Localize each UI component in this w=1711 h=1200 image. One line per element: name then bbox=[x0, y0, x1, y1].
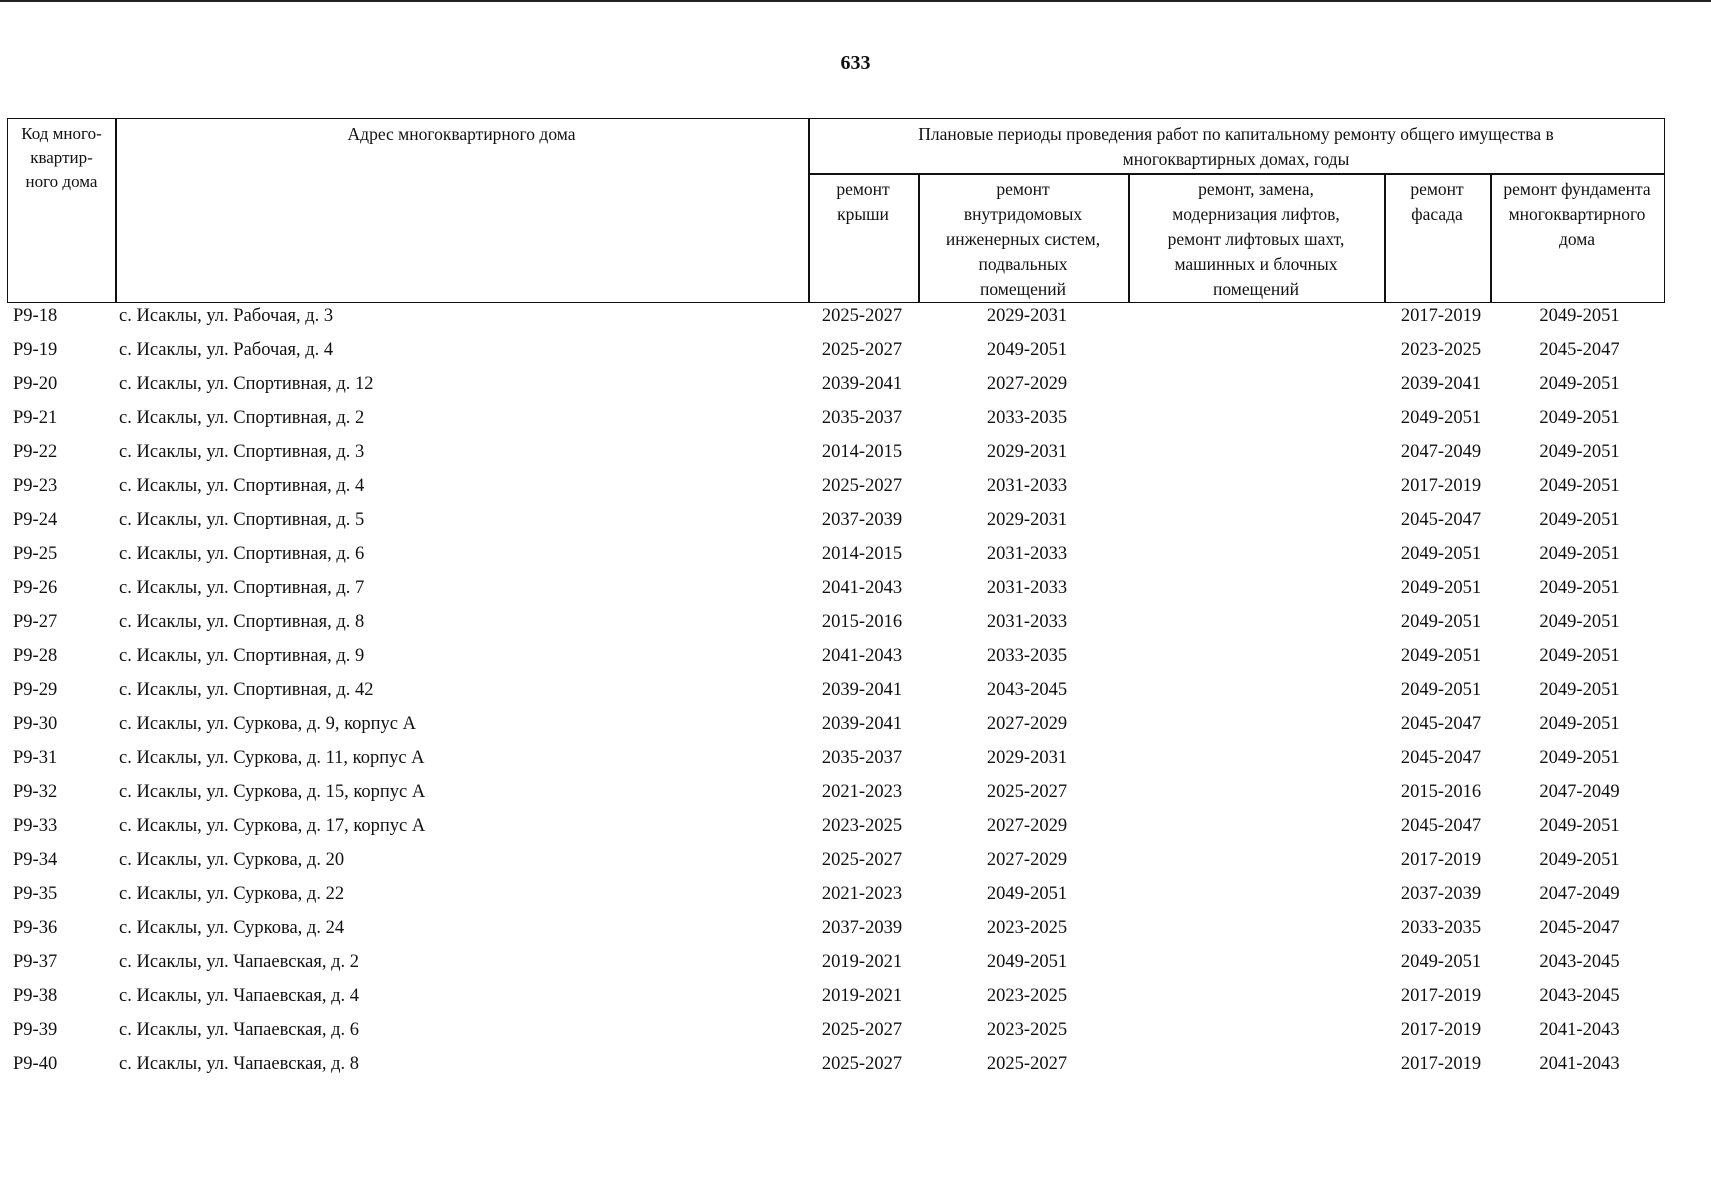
cell-engineering: 2023-2025 bbox=[986, 1020, 1068, 1040]
table-row bbox=[7, 745, 1665, 779]
cell-facade: 2017-2019 bbox=[1400, 1020, 1482, 1040]
header-address: Адрес многоквартирного дома bbox=[347, 124, 576, 144]
cell-facade: 2017-2019 bbox=[1400, 986, 1482, 1006]
table-row bbox=[7, 847, 1665, 881]
table-header bbox=[7, 118, 1665, 303]
cell-facade: 2023-2025 bbox=[1400, 340, 1482, 360]
header-roof: ремонт крыши bbox=[836, 179, 890, 224]
cell-code: Р9-24 bbox=[13, 510, 58, 530]
table-row bbox=[7, 303, 1665, 337]
cell-roof: 2021-2023 bbox=[821, 782, 903, 802]
cell-foundation: 2041-2043 bbox=[1539, 1020, 1620, 1040]
cell-facade: 2049-2051 bbox=[1400, 544, 1482, 564]
cell-roof: 2035-2037 bbox=[821, 408, 903, 428]
cell-facade: 2039-2041 bbox=[1400, 374, 1482, 394]
cell-foundation: 2049-2051 bbox=[1539, 748, 1620, 768]
cell-engineering: 2029-2031 bbox=[986, 306, 1068, 326]
cell-engineering: 2027-2029 bbox=[986, 816, 1068, 836]
cell-address: с. Исаклы, ул. Суркова, д. 22 bbox=[119, 884, 345, 904]
cell-address: с. Исаклы, ул. Спортивная, д. 12 bbox=[119, 374, 374, 394]
table-row bbox=[7, 405, 1665, 439]
cell-foundation: 2049-2051 bbox=[1539, 612, 1620, 632]
cell-foundation: 2049-2051 bbox=[1539, 442, 1620, 462]
cell-engineering: 2031-2033 bbox=[986, 476, 1068, 496]
cell-engineering: 2031-2033 bbox=[986, 544, 1068, 564]
header-periods: Плановые периоды проведения работ по капитальному ремонту общего имущества в многоквартирных домах, годы bbox=[918, 124, 1554, 169]
cell-engineering: 2033-2035 bbox=[986, 408, 1068, 428]
cell-roof: 2025-2027 bbox=[821, 1020, 903, 1040]
table-row bbox=[7, 337, 1665, 371]
cell-address: с. Исаклы, ул. Спортивная, д. 42 bbox=[119, 680, 374, 700]
table-row bbox=[7, 711, 1665, 745]
cell-code: Р9-34 bbox=[13, 850, 58, 870]
table-row bbox=[7, 779, 1665, 813]
cell-foundation: 2049-2051 bbox=[1539, 544, 1620, 564]
cell-facade: 2045-2047 bbox=[1400, 816, 1482, 836]
cell-code: Р9-36 bbox=[13, 918, 58, 938]
cell-roof: 2025-2027 bbox=[821, 476, 903, 496]
cell-facade: 2017-2019 bbox=[1400, 306, 1482, 326]
cell-code: Р9-31 bbox=[13, 748, 58, 768]
table-row bbox=[7, 371, 1665, 405]
cell-address: с. Исаклы, ул. Спортивная, д. 4 bbox=[119, 476, 365, 496]
cell-address: с. Исаклы, ул. Спортивная, д. 8 bbox=[119, 612, 365, 632]
cell-code: Р9-32 bbox=[13, 782, 58, 802]
cell-roof: 2039-2041 bbox=[821, 374, 903, 394]
cell-engineering: 2027-2029 bbox=[986, 850, 1068, 870]
cell-code: Р9-33 bbox=[13, 816, 58, 836]
cell-address: с. Исаклы, ул. Суркова, д. 24 bbox=[119, 918, 345, 938]
cell-code: Р9-19 bbox=[13, 340, 58, 360]
cell-foundation: 2045-2047 bbox=[1539, 340, 1620, 360]
cell-foundation: 2049-2051 bbox=[1539, 510, 1620, 530]
header-code: Код много- квартир- ного дома bbox=[21, 124, 102, 191]
table-row bbox=[7, 575, 1665, 609]
cell-facade: 2017-2019 bbox=[1400, 1054, 1482, 1074]
cell-foundation: 2049-2051 bbox=[1539, 680, 1620, 700]
cell-code: Р9-18 bbox=[13, 306, 58, 326]
cell-address: с. Исаклы, ул. Спортивная, д. 5 bbox=[119, 510, 365, 530]
cell-foundation: 2049-2051 bbox=[1539, 476, 1620, 496]
cell-address: с. Исаклы, ул. Чапаевская, д. 8 bbox=[119, 1054, 360, 1074]
cell-engineering: 2033-2035 bbox=[986, 646, 1068, 666]
cell-address: с. Исаклы, ул. Суркова, д. 11, корпус А bbox=[119, 748, 425, 768]
cell-engineering: 2025-2027 bbox=[986, 782, 1068, 802]
cell-address: с. Исаклы, ул. Суркова, д. 20 bbox=[119, 850, 345, 870]
table-row bbox=[7, 813, 1665, 847]
cell-engineering: 2027-2029 bbox=[986, 714, 1068, 734]
table-row bbox=[7, 1017, 1665, 1051]
table-row bbox=[7, 507, 1665, 541]
cell-foundation: 2047-2049 bbox=[1539, 884, 1620, 904]
header-facade: ремонт фасада bbox=[1410, 179, 1464, 224]
cell-engineering: 2031-2033 bbox=[986, 578, 1068, 598]
cell-foundation: 2049-2051 bbox=[1539, 850, 1620, 870]
cell-code: Р9-28 bbox=[13, 646, 58, 666]
cell-facade: 2045-2047 bbox=[1400, 510, 1482, 530]
cell-roof: 2019-2021 bbox=[821, 986, 903, 1006]
cell-foundation: 2041-2043 bbox=[1539, 1054, 1620, 1074]
page-number: 633 bbox=[840, 52, 871, 74]
cell-code: Р9-27 bbox=[13, 612, 58, 632]
header-divider bbox=[808, 173, 1664, 175]
table-row bbox=[7, 1051, 1665, 1085]
cell-facade: 2049-2051 bbox=[1400, 646, 1482, 666]
cell-roof: 2037-2039 bbox=[821, 918, 903, 938]
cell-engineering: 2049-2051 bbox=[986, 952, 1068, 972]
cell-facade: 2037-2039 bbox=[1400, 884, 1482, 904]
cell-roof: 2019-2021 bbox=[821, 952, 903, 972]
table-row bbox=[7, 473, 1665, 507]
cell-facade: 2047-2049 bbox=[1400, 442, 1482, 462]
cell-engineering: 2049-2051 bbox=[986, 340, 1068, 360]
cell-address: с. Исаклы, ул. Чапаевская, д. 2 bbox=[119, 952, 360, 972]
cell-code: Р9-20 bbox=[13, 374, 58, 394]
cell-roof: 2041-2043 bbox=[821, 578, 903, 598]
cell-facade: 2017-2019 bbox=[1400, 476, 1482, 496]
cell-code: Р9-22 bbox=[13, 442, 58, 462]
cell-engineering: 2023-2025 bbox=[986, 918, 1068, 938]
cell-facade: 2049-2051 bbox=[1400, 952, 1482, 972]
cell-roof: 2025-2027 bbox=[821, 306, 903, 326]
cell-facade: 2045-2047 bbox=[1400, 748, 1482, 768]
table-row bbox=[7, 983, 1665, 1017]
cell-roof: 2035-2037 bbox=[821, 748, 903, 768]
cell-roof: 2039-2041 bbox=[821, 714, 903, 734]
cell-address: с. Исаклы, ул. Суркова, д. 17, корпус А bbox=[119, 816, 426, 836]
cell-facade: 2045-2047 bbox=[1400, 714, 1482, 734]
cell-code: Р9-35 bbox=[13, 884, 58, 904]
cell-address: с. Исаклы, ул. Чапаевская, д. 4 bbox=[119, 986, 360, 1006]
cell-foundation: 2049-2051 bbox=[1539, 374, 1620, 394]
cell-code: Р9-25 bbox=[13, 544, 58, 564]
header-foundation: ремонт фундамента многоквартирного дома bbox=[1503, 179, 1651, 249]
cell-address: с. Исаклы, ул. Спортивная, д. 9 bbox=[119, 646, 365, 666]
table-row bbox=[7, 439, 1665, 473]
cell-facade: 2015-2016 bbox=[1400, 782, 1482, 802]
cell-engineering: 2025-2027 bbox=[986, 1054, 1068, 1074]
table-row bbox=[7, 609, 1665, 643]
cell-roof: 2025-2027 bbox=[821, 850, 903, 870]
cell-code: Р9-39 bbox=[13, 1020, 58, 1040]
cell-code: Р9-29 bbox=[13, 680, 58, 700]
cell-facade: 2033-2035 bbox=[1400, 918, 1482, 938]
cell-roof: 2039-2041 bbox=[821, 680, 903, 700]
table-row bbox=[7, 643, 1665, 677]
cell-foundation: 2049-2051 bbox=[1539, 306, 1620, 326]
table-body bbox=[7, 303, 1665, 1085]
cell-roof: 2014-2015 bbox=[821, 442, 903, 462]
cell-foundation: 2045-2047 bbox=[1539, 918, 1620, 938]
cell-facade: 2049-2051 bbox=[1400, 680, 1482, 700]
cell-foundation: 2043-2045 bbox=[1539, 986, 1620, 1006]
cell-roof: 2025-2027 bbox=[821, 340, 903, 360]
cell-facade: 2049-2051 bbox=[1400, 578, 1482, 598]
cell-foundation: 2049-2051 bbox=[1539, 578, 1620, 598]
cell-engineering: 2043-2045 bbox=[986, 680, 1068, 700]
cell-address: с. Исаклы, ул. Чапаевская, д. 6 bbox=[119, 1020, 360, 1040]
cell-roof: 2023-2025 bbox=[821, 816, 903, 836]
cell-code: Р9-30 bbox=[13, 714, 58, 734]
cell-code: Р9-26 bbox=[13, 578, 58, 598]
table-row bbox=[7, 881, 1665, 915]
cell-code: Р9-23 bbox=[13, 476, 58, 496]
cell-code: Р9-40 bbox=[13, 1054, 58, 1074]
cell-address: с. Исаклы, ул. Спортивная, д. 6 bbox=[119, 544, 365, 564]
cell-foundation: 2049-2051 bbox=[1539, 816, 1620, 836]
cell-roof: 2041-2043 bbox=[821, 646, 903, 666]
header-engineering: ремонт внутридомовых инженерных систем, подвальных помещений bbox=[945, 179, 1101, 299]
cell-foundation: 2049-2051 bbox=[1539, 714, 1620, 734]
cell-foundation: 2047-2049 bbox=[1539, 782, 1620, 802]
table-row bbox=[7, 915, 1665, 949]
cell-foundation: 2049-2051 bbox=[1539, 646, 1620, 666]
cell-engineering: 2029-2031 bbox=[986, 442, 1068, 462]
cell-facade: 2049-2051 bbox=[1400, 612, 1482, 632]
cell-address: с. Исаклы, ул. Спортивная, д. 2 bbox=[119, 408, 365, 428]
cell-address: с. Исаклы, ул. Суркова, д. 9, корпус А bbox=[119, 714, 416, 734]
cell-code: Р9-37 bbox=[13, 952, 58, 972]
cell-foundation: 2043-2045 bbox=[1539, 952, 1620, 972]
cell-code: Р9-21 bbox=[13, 408, 58, 428]
cell-roof: 2014-2015 bbox=[821, 544, 903, 564]
cell-address: с. Исаклы, ул. Спортивная, д. 7 bbox=[119, 578, 365, 598]
header-elevators: ремонт, замена, модернизация лифтов, ремонт лифтовых шахт, машинных и блочных помещений bbox=[1167, 179, 1345, 299]
table-row bbox=[7, 949, 1665, 983]
cell-engineering: 2049-2051 bbox=[986, 884, 1068, 904]
cell-code: Р9-38 bbox=[13, 986, 58, 1006]
cell-engineering: 2023-2025 bbox=[986, 986, 1068, 1006]
cell-roof: 2025-2027 bbox=[821, 1054, 903, 1074]
cell-engineering: 2027-2029 bbox=[986, 374, 1068, 394]
cell-roof: 2015-2016 bbox=[821, 612, 903, 632]
table-row bbox=[7, 541, 1665, 575]
cell-foundation: 2049-2051 bbox=[1539, 408, 1620, 428]
scan-top-edge bbox=[0, 0, 1711, 2]
cell-engineering: 2029-2031 bbox=[986, 748, 1068, 768]
cell-roof: 2037-2039 bbox=[821, 510, 903, 530]
cell-address: с. Исаклы, ул. Рабочая, д. 4 bbox=[119, 340, 334, 360]
cell-facade: 2049-2051 bbox=[1400, 408, 1482, 428]
table-row bbox=[7, 677, 1665, 711]
cell-facade: 2017-2019 bbox=[1400, 850, 1482, 870]
cell-engineering: 2031-2033 bbox=[986, 612, 1068, 632]
cell-address: с. Исаклы, ул. Суркова, д. 15, корпус А bbox=[119, 782, 426, 802]
cell-address: с. Исаклы, ул. Рабочая, д. 3 bbox=[119, 306, 334, 326]
cell-engineering: 2029-2031 bbox=[986, 510, 1068, 530]
cell-roof: 2021-2023 bbox=[821, 884, 903, 904]
cell-address: с. Исаклы, ул. Спортивная, д. 3 bbox=[119, 442, 365, 462]
